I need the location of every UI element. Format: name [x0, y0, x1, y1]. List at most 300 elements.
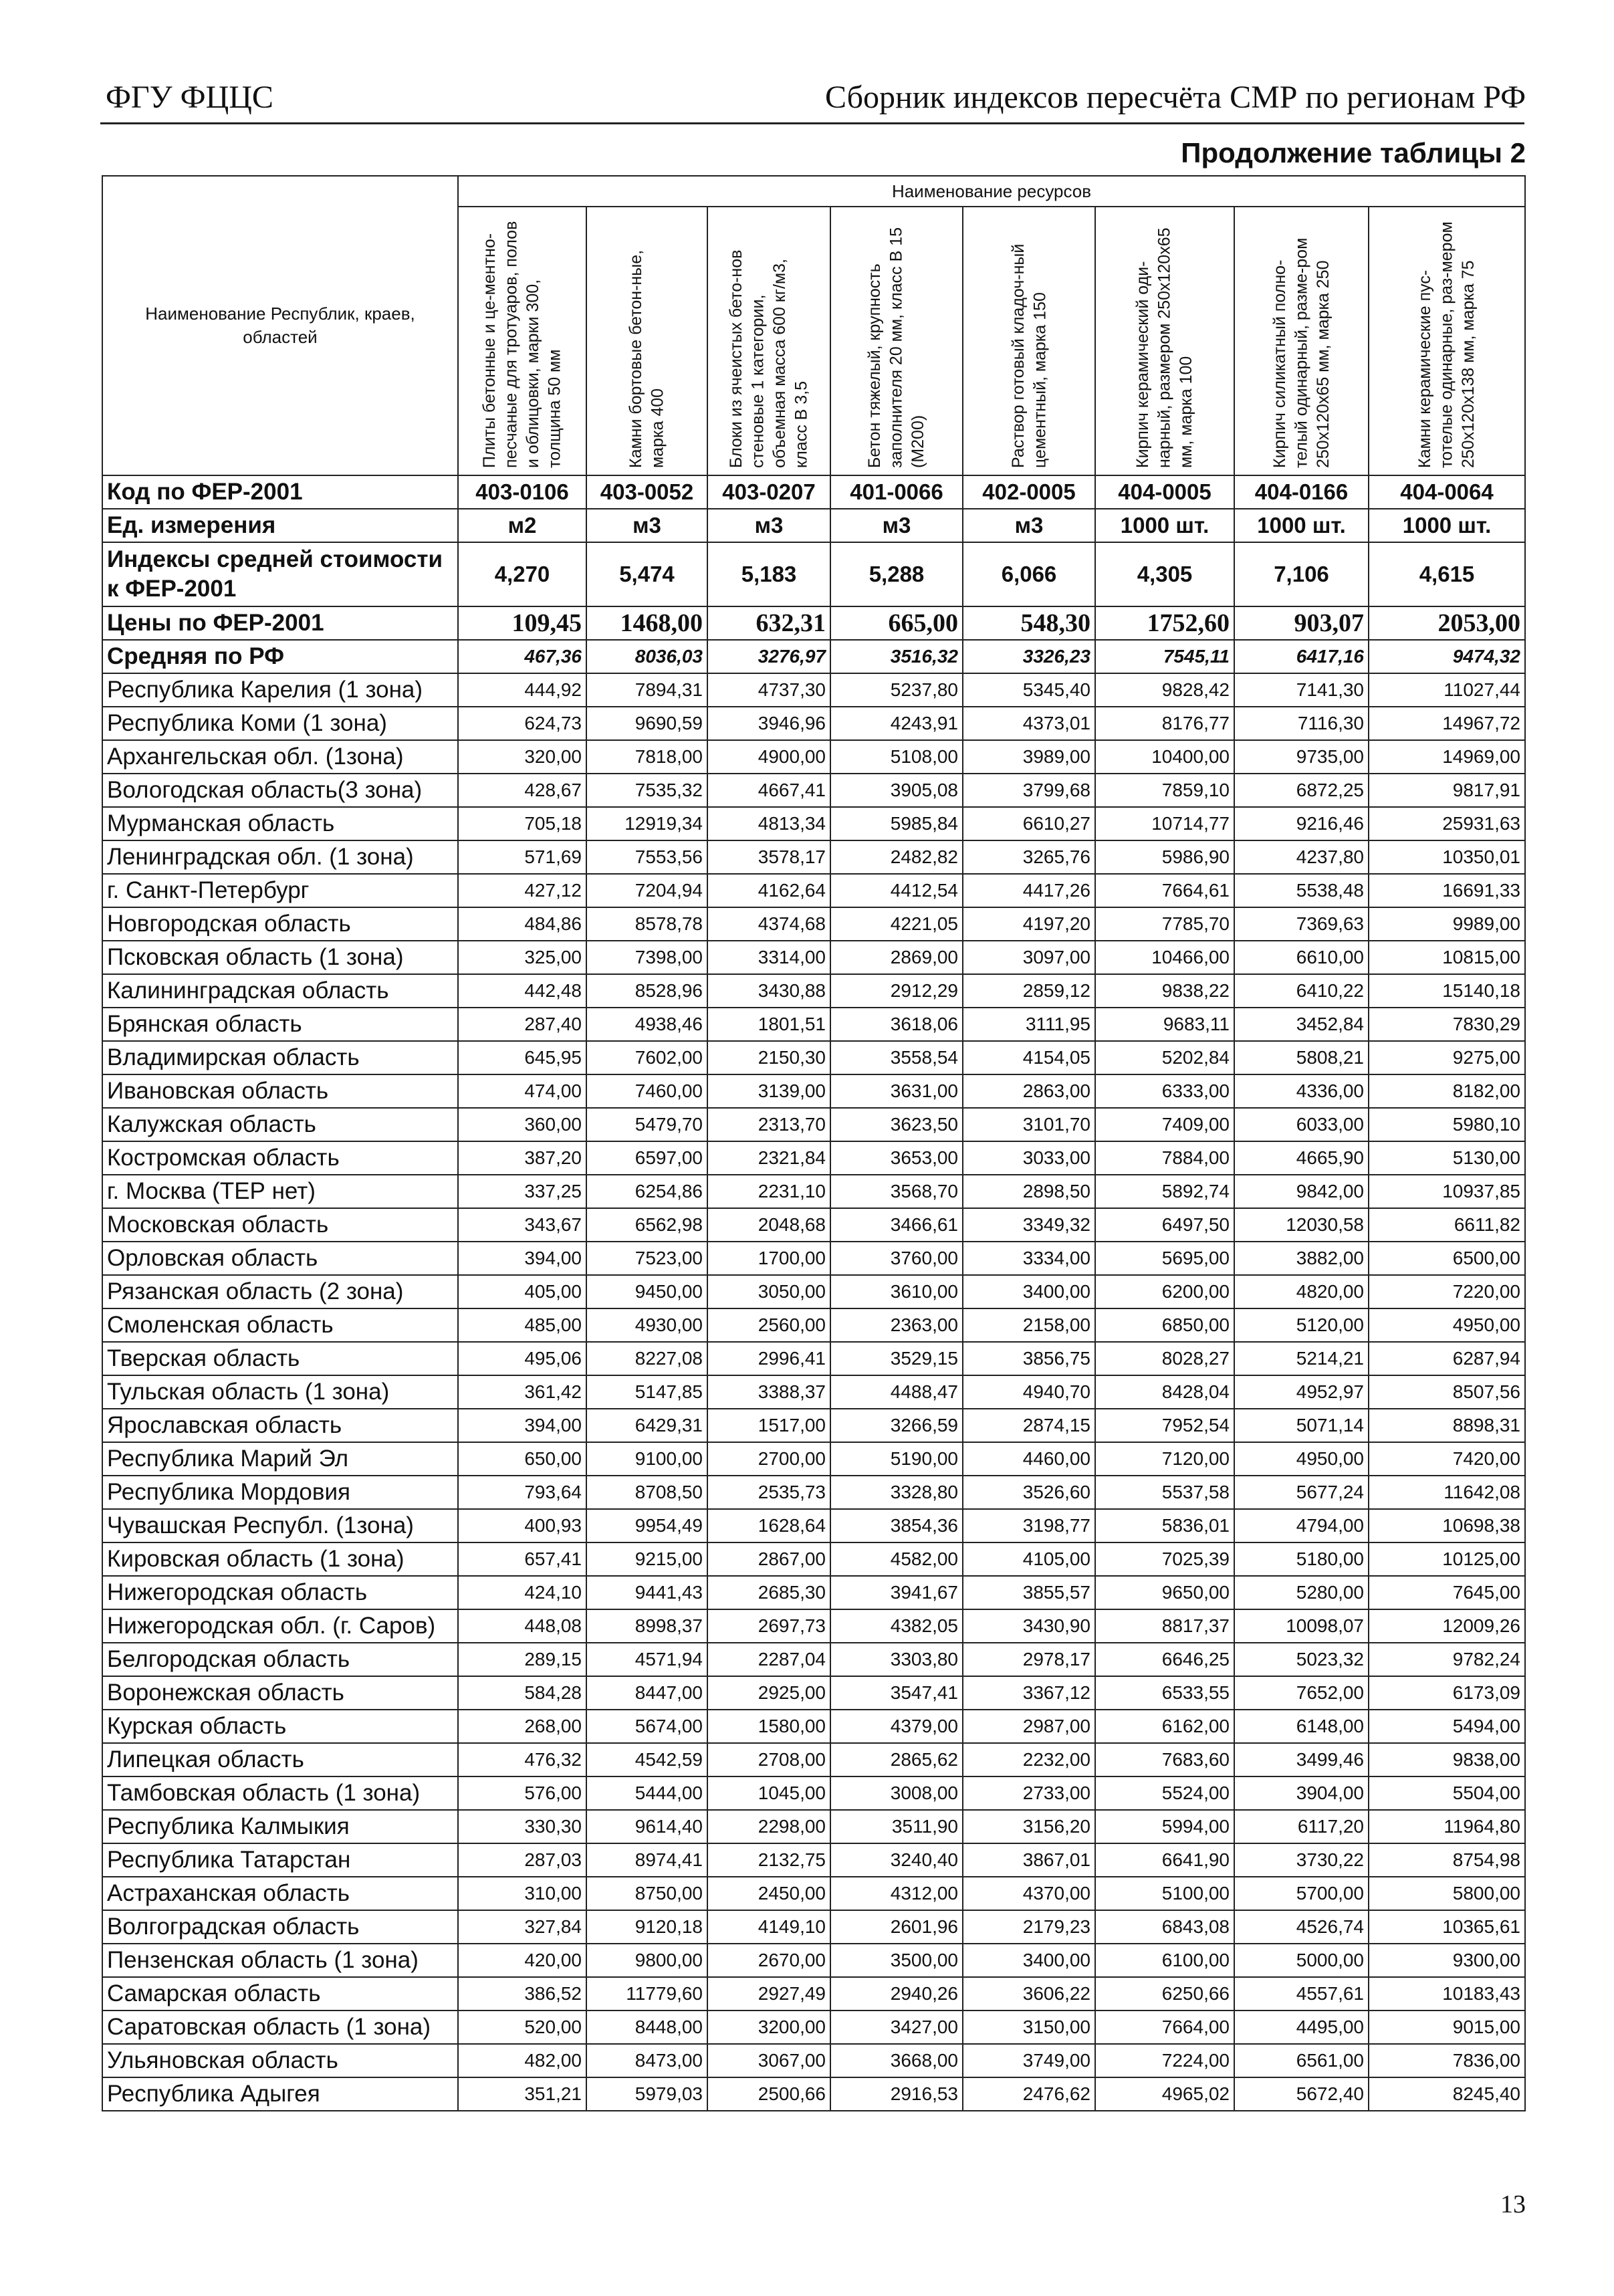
price-value: 5100,00 — [1095, 1877, 1234, 1910]
price-value: 9828,42 — [1095, 673, 1234, 707]
resource-column-header — [963, 207, 1095, 475]
price-value: 2601,96 — [830, 1910, 963, 1944]
price-value: 10350,01 — [1369, 840, 1525, 874]
price-value: 8507,56 — [1369, 1375, 1525, 1409]
unit-cell: 1000 шт. — [1095, 509, 1234, 542]
table-row — [102, 2077, 1525, 2111]
price-value: 6872,25 — [1234, 774, 1369, 807]
resource-column-header — [830, 207, 963, 475]
price-value: 2987,00 — [963, 1710, 1095, 1743]
price-value: 7652,00 — [1234, 1676, 1369, 1710]
price-value: 3111,95 — [963, 1008, 1095, 1041]
price-value: 4374,68 — [707, 907, 830, 941]
price-value: 3139,00 — [707, 1074, 830, 1108]
table-row — [102, 1910, 1525, 1944]
unit-cell: м2 — [458, 509, 586, 542]
price-value: 4526,74 — [1234, 1910, 1369, 1944]
price-value: 8528,96 — [586, 974, 707, 1008]
price-value: 7025,39 — [1095, 1542, 1234, 1576]
price-value: 8428,04 — [1095, 1375, 1234, 1409]
unit-cell: м3 — [830, 509, 963, 542]
price-value: 25931,63 — [1369, 807, 1525, 840]
average-cell: 7545,11 — [1095, 640, 1234, 673]
price-value: 400,93 — [458, 1509, 586, 1542]
table-row — [102, 1609, 1525, 1643]
price-value: 8974,41 — [586, 1843, 707, 1877]
price-value: 2287,04 — [707, 1643, 830, 1676]
price-value: 3033,00 — [963, 1141, 1095, 1175]
resource-column-label: Кирпич силикатный полно-телый одинарный, разме-ром 250x120x65 мм, марка 250 — [1270, 237, 1333, 468]
price-value: 420,00 — [458, 1944, 586, 1977]
price-value: 7664,61 — [1095, 874, 1234, 907]
price-value: 5000,00 — [1234, 1944, 1369, 1977]
price-value: 12919,34 — [586, 807, 707, 840]
price-value: 4950,00 — [1369, 1308, 1525, 1342]
price-value: 9275,00 — [1369, 1041, 1525, 1074]
price-value: 4243,91 — [830, 707, 963, 740]
price-value: 9989,00 — [1369, 907, 1525, 941]
price-value: 10714,77 — [1095, 807, 1234, 840]
price-value: 3466,61 — [830, 1208, 963, 1242]
price-value: 5071,14 — [1234, 1409, 1369, 1442]
price-value: 5280,00 — [1234, 1576, 1369, 1609]
price-value: 3606,22 — [963, 1977, 1095, 2011]
price-value: 5800,00 — [1369, 1877, 1525, 1910]
price-value: 584,28 — [458, 1676, 586, 1710]
price-value: 448,08 — [458, 1609, 586, 1643]
price-value: 5479,70 — [586, 1108, 707, 1141]
price-value: 10098,07 — [1234, 1609, 1369, 1643]
price-value: 793,64 — [458, 1476, 586, 1509]
price-value: 7884,00 — [1095, 1141, 1234, 1175]
code-cell: 404-0005 — [1095, 475, 1234, 509]
price-value: 3050,00 — [707, 1275, 830, 1308]
price-value: 2535,73 — [707, 1476, 830, 1509]
table-row — [102, 1242, 1525, 1275]
price-value: 3882,00 — [1234, 1242, 1369, 1275]
price-value: 8898,31 — [1369, 1409, 1525, 1442]
price-value: 10183,43 — [1369, 1977, 1525, 2011]
region-name: Смоленская область — [102, 1308, 458, 1342]
price-value: 9817,91 — [1369, 774, 1525, 807]
price-cell: 1752,60 — [1095, 606, 1234, 640]
price-value: 2150,30 — [707, 1041, 830, 1074]
unit-cell: м3 — [963, 509, 1095, 542]
price-value: 3905,08 — [830, 774, 963, 807]
page-number: 13 — [1500, 2190, 1526, 2218]
organization-name: ФГУ ФЦЦС — [106, 80, 273, 115]
price-value: 5345,40 — [963, 673, 1095, 707]
price-value: 6497,50 — [1095, 1208, 1234, 1242]
price-value: 2476,62 — [963, 2077, 1095, 2111]
price-value: 428,67 — [458, 774, 586, 807]
price-value: 8227,08 — [586, 1342, 707, 1375]
price-value: 7683,60 — [1095, 1743, 1234, 1776]
price-value: 3989,00 — [963, 740, 1095, 774]
resources-group-header: Наименование ресурсов — [458, 176, 1525, 207]
price-value: 3856,75 — [963, 1342, 1095, 1375]
price-value: 2231,10 — [707, 1175, 830, 1208]
price-value: 6173,09 — [1369, 1676, 1525, 1710]
table-row — [102, 1476, 1525, 1509]
price-value: 405,00 — [458, 1275, 586, 1308]
region-name: Республика Марий Эл — [102, 1442, 458, 1476]
price-value: 2912,29 — [830, 974, 963, 1008]
price-value: 3500,00 — [830, 1944, 963, 1977]
average-cell: 9474,32 — [1369, 640, 1525, 673]
table-row — [102, 907, 1525, 941]
price-value: 2859,12 — [963, 974, 1095, 1008]
price-value: 4820,00 — [1234, 1275, 1369, 1308]
price-value: 15140,18 — [1369, 974, 1525, 1008]
price-value: 650,00 — [458, 1442, 586, 1476]
price-value: 6333,00 — [1095, 1074, 1234, 1108]
price-value: 2925,00 — [707, 1676, 830, 1710]
price-value: 1517,00 — [707, 1409, 830, 1442]
region-name: Рязанская область (2 зона) — [102, 1275, 458, 1308]
code-cell: 404-0064 — [1369, 475, 1525, 509]
table-row — [102, 2044, 1525, 2077]
table-row — [102, 1275, 1525, 1308]
unit-cell: 1000 шт. — [1234, 509, 1369, 542]
price-value: 2482,82 — [830, 840, 963, 874]
price-value: 8245,40 — [1369, 2077, 1525, 2111]
region-name: Кировская область (1 зона) — [102, 1542, 458, 1576]
price-value: 4312,00 — [830, 1877, 963, 1910]
table-row — [102, 740, 1525, 774]
price-value: 476,32 — [458, 1743, 586, 1776]
price-value: 3904,00 — [1234, 1776, 1369, 1810]
price-value: 387,20 — [458, 1141, 586, 1175]
price-value: 645,95 — [458, 1041, 586, 1074]
region-name: Мурманская область — [102, 807, 458, 840]
price-value: 360,00 — [458, 1108, 586, 1141]
price-value: 571,69 — [458, 840, 586, 874]
price-value: 484,86 — [458, 907, 586, 941]
price-value: 7460,00 — [586, 1074, 707, 1108]
price-value: 14967,72 — [1369, 707, 1525, 740]
price-value: 3334,00 — [963, 1242, 1095, 1275]
table-row — [102, 874, 1525, 907]
region-name: Нижегородская область — [102, 1576, 458, 1609]
price-value: 9735,00 — [1234, 740, 1369, 774]
price-value: 9614,40 — [586, 1810, 707, 1843]
price-value: 6561,00 — [1234, 2044, 1369, 2077]
price-value: 6429,31 — [586, 1409, 707, 1442]
price-value: 2670,00 — [707, 1944, 830, 1977]
price-value: 7523,00 — [586, 1242, 707, 1275]
price-value: 5202,84 — [1095, 1041, 1234, 1074]
price-value: 3150,00 — [963, 2011, 1095, 2044]
price-value: 320,00 — [458, 740, 586, 774]
price-value: 7120,00 — [1095, 1442, 1234, 1476]
price-value: 8448,00 — [586, 2011, 707, 2044]
table-row — [102, 1542, 1525, 1576]
price-value: 9650,00 — [1095, 1576, 1234, 1609]
price-value: 9954,49 — [586, 1509, 707, 1542]
price-value: 6610,00 — [1234, 941, 1369, 974]
price-value: 4542,59 — [586, 1743, 707, 1776]
table-row — [102, 1041, 1525, 1074]
price-value: 5892,74 — [1095, 1175, 1234, 1208]
average-cell: 3326,23 — [963, 640, 1095, 673]
table-continuation-label: Продолжение таблицы 2 — [1181, 137, 1526, 168]
price-value: 482,00 — [458, 2044, 586, 2077]
price-value: 8754,98 — [1369, 1843, 1525, 1877]
price-value: 6410,22 — [1234, 974, 1369, 1008]
index-cell: 7,106 — [1234, 542, 1369, 606]
price-value: 2232,00 — [963, 1743, 1095, 1776]
price-value: 5120,00 — [1234, 1308, 1369, 1342]
price-value: 6850,00 — [1095, 1308, 1234, 1342]
price-value: 3349,32 — [963, 1208, 1095, 1242]
region-name: Липецкая область — [102, 1743, 458, 1776]
region-name: Московская область — [102, 1208, 458, 1242]
price-value: 4197,20 — [963, 907, 1095, 941]
price-value: 3568,70 — [830, 1175, 963, 1208]
price-value: 4950,00 — [1234, 1442, 1369, 1476]
price-value: 7204,94 — [586, 874, 707, 907]
price-value: 6533,55 — [1095, 1676, 1234, 1710]
table-row — [102, 1375, 1525, 1409]
region-name: Новгородская область — [102, 907, 458, 941]
price-value: 3668,00 — [830, 2044, 963, 2077]
index-cell: 6,066 — [963, 542, 1095, 606]
price-value: 2874,15 — [963, 1409, 1095, 1442]
table-row — [102, 1576, 1525, 1609]
price-value: 3946,96 — [707, 707, 830, 740]
region-name: Калининградская область — [102, 974, 458, 1008]
price-value: 2298,00 — [707, 1810, 830, 1843]
price-value: 10815,00 — [1369, 941, 1525, 974]
price-value: 5672,40 — [1234, 2077, 1369, 2111]
price-value: 4105,00 — [963, 1542, 1095, 1576]
price-value: 4373,01 — [963, 707, 1095, 740]
price-value: 394,00 — [458, 1242, 586, 1275]
price-value: 5700,00 — [1234, 1877, 1369, 1910]
price-cell: 109,45 — [458, 606, 586, 640]
price-value: 3266,59 — [830, 1409, 963, 1442]
index-cell: 5,183 — [707, 542, 830, 606]
price-value: 2898,50 — [963, 1175, 1095, 1208]
price-value: 3430,88 — [707, 974, 830, 1008]
table-row — [102, 1643, 1525, 1676]
unit-cell: м3 — [586, 509, 707, 542]
price-value: 4900,00 — [707, 740, 830, 774]
price-value: 2179,23 — [963, 1910, 1095, 1944]
price-value: 3941,67 — [830, 1576, 963, 1609]
price-value: 3388,37 — [707, 1375, 830, 1409]
table-row — [102, 1442, 1525, 1476]
price-value: 6500,00 — [1369, 1242, 1525, 1275]
price-value: 6162,00 — [1095, 1710, 1234, 1743]
price-value: 4154,05 — [963, 1041, 1095, 1074]
price-value: 7398,00 — [586, 941, 707, 974]
price-value: 268,00 — [458, 1710, 586, 1743]
price-value: 3097,00 — [963, 941, 1095, 974]
table-row — [102, 1342, 1525, 1375]
price-value: 3623,50 — [830, 1108, 963, 1141]
price-value: 3511,90 — [830, 1810, 963, 1843]
price-value: 3749,00 — [963, 2044, 1095, 2077]
price-value: 11964,80 — [1369, 1810, 1525, 1843]
region-name: Республика Татарстан — [102, 1843, 458, 1877]
price-value: 705,18 — [458, 807, 586, 840]
price-value: 9300,00 — [1369, 1944, 1525, 1977]
table-row — [102, 1008, 1525, 1041]
index-cell: 4,270 — [458, 542, 586, 606]
table-row — [102, 1977, 1525, 2011]
price-value: 5237,80 — [830, 673, 963, 707]
price-value: 10698,38 — [1369, 1509, 1525, 1542]
price-value: 4965,02 — [1095, 2077, 1234, 2111]
region-name: г. Санкт-Петербург — [102, 874, 458, 907]
price-value: 2978,17 — [963, 1643, 1095, 1676]
price-value: 2708,00 — [707, 1743, 830, 1776]
region-name: Астраханская область — [102, 1877, 458, 1910]
price-value: 3854,36 — [830, 1509, 963, 1542]
price-value: 5677,24 — [1234, 1476, 1369, 1509]
price-value: 8028,27 — [1095, 1342, 1234, 1375]
price-value: 9216,46 — [1234, 807, 1369, 840]
table-row — [102, 1743, 1525, 1776]
price-value: 2996,41 — [707, 1342, 830, 1375]
price-value: 10937,85 — [1369, 1175, 1525, 1208]
price-value: 6148,00 — [1234, 1710, 1369, 1743]
price-value: 2158,00 — [963, 1308, 1095, 1342]
table-row — [102, 1676, 1525, 1710]
price-value: 2733,00 — [963, 1776, 1095, 1810]
price-value: 2321,84 — [707, 1141, 830, 1175]
price-value: 16691,33 — [1369, 874, 1525, 907]
region-name: Воронежская область — [102, 1676, 458, 1710]
table-row — [102, 1843, 1525, 1877]
price-value: 9842,00 — [1234, 1175, 1369, 1208]
price-value: 9100,00 — [586, 1442, 707, 1476]
code-cell: 401-0066 — [830, 475, 963, 509]
region-name: Волгоградская область — [102, 1910, 458, 1944]
price-value: 310,00 — [458, 1877, 586, 1910]
price-value: 3314,00 — [707, 941, 830, 974]
resource-column-label: Камни керамические пус-тотелые одинарные, раз-мером 250x120x138 мм, марка 75 — [1415, 221, 1478, 468]
price-value: 657,41 — [458, 1542, 586, 1576]
price-value: 325,00 — [458, 941, 586, 974]
table-row — [102, 1776, 1525, 1810]
code-cell: 404-0166 — [1234, 475, 1369, 509]
price-value: 4370,00 — [963, 1877, 1095, 1910]
price-cell: 1468,00 — [586, 606, 707, 640]
resource-column-header — [586, 207, 707, 475]
price-value: 4379,00 — [830, 1710, 963, 1743]
price-cell: 632,31 — [707, 606, 830, 640]
price-value: 7116,30 — [1234, 707, 1369, 740]
table-row — [102, 673, 1525, 707]
price-value: 3240,40 — [830, 1843, 963, 1877]
price-value: 3328,80 — [830, 1476, 963, 1509]
price-value: 6610,27 — [963, 807, 1095, 840]
price-value: 4149,10 — [707, 1910, 830, 1944]
resource-column-label: Кирпич керамический оди-нарный, размером 250x120x65 мм, марка 100 — [1133, 227, 1196, 468]
code-cell: 402-0005 — [963, 475, 1095, 509]
price-value: 8176,77 — [1095, 707, 1234, 740]
price-value: 8578,78 — [586, 907, 707, 941]
price-value: 7224,00 — [1095, 2044, 1234, 2077]
price-value: 7535,32 — [586, 774, 707, 807]
price-value: 6646,25 — [1095, 1643, 1234, 1676]
price-value: 4336,00 — [1234, 1074, 1369, 1108]
index-cell: 5,474 — [586, 542, 707, 606]
price-value: 7220,00 — [1369, 1275, 1525, 1308]
index-row-label: Индексы средней стоимости к ФЕР-2001 — [102, 542, 458, 606]
price-value: 520,00 — [458, 2011, 586, 2044]
table-row — [102, 1509, 1525, 1542]
price-value: 3400,00 — [963, 1944, 1095, 1977]
price-value: 3400,00 — [963, 1275, 1095, 1308]
price-value: 2865,62 — [830, 1743, 963, 1776]
price-value: 7952,54 — [1095, 1409, 1234, 1442]
price-value: 9782,24 — [1369, 1643, 1525, 1676]
resource-column-label: Плиты бетонные и це-ментно-песчаные для тротуаров, полов и облицовки, марки 300, толщина 50 мм — [480, 221, 564, 468]
region-name: Ивановская область — [102, 1074, 458, 1108]
region-name: Республика Адыгея — [102, 2077, 458, 2111]
price-value: 4162,64 — [707, 874, 830, 907]
price-value: 343,67 — [458, 1208, 586, 1242]
price-value: 12009,26 — [1369, 1609, 1525, 1643]
price-value: 442,48 — [458, 974, 586, 1008]
price-value: 2313,70 — [707, 1108, 830, 1141]
price-value: 3547,41 — [830, 1676, 963, 1710]
price-value: 6117,20 — [1234, 1810, 1369, 1843]
index-cell: 5,288 — [830, 542, 963, 606]
table-row — [102, 974, 1525, 1008]
unit-cell: 1000 шт. — [1369, 509, 1525, 542]
price-value: 4557,61 — [1234, 1977, 1369, 2011]
price-value: 11779,60 — [586, 1977, 707, 2011]
price-value: 1628,64 — [707, 1509, 830, 1542]
price-value: 5147,85 — [586, 1375, 707, 1409]
price-value: 2048,68 — [707, 1208, 830, 1242]
price-value: 8447,00 — [586, 1676, 707, 1710]
price-value: 3198,77 — [963, 1509, 1095, 1542]
collection-title: Сборник индексов пересчёта СМР по регионам РФ — [825, 80, 1526, 115]
average-cell: 3276,97 — [707, 640, 830, 673]
price-value: 3265,76 — [963, 840, 1095, 874]
price-value: 424,10 — [458, 1576, 586, 1609]
price-cell: 665,00 — [830, 606, 963, 640]
price-value: 4221,05 — [830, 907, 963, 941]
price-value: 2916,53 — [830, 2077, 963, 2111]
price-cell: 2053,00 — [1369, 606, 1525, 640]
price-value: 3430,90 — [963, 1609, 1095, 1643]
price-value: 2867,00 — [707, 1542, 830, 1576]
price-value: 11027,44 — [1369, 673, 1525, 707]
price-value: 6200,00 — [1095, 1275, 1234, 1308]
region-name: Чувашская Республ. (1зона) — [102, 1509, 458, 1542]
price-value: 2560,00 — [707, 1308, 830, 1342]
price-value: 3730,22 — [1234, 1843, 1369, 1877]
price-value: 5537,58 — [1095, 1476, 1234, 1509]
price-value: 8998,37 — [586, 1609, 707, 1643]
price-value: 7369,63 — [1234, 907, 1369, 941]
price-value: 2700,00 — [707, 1442, 830, 1476]
price-value: 8473,00 — [586, 2044, 707, 2077]
price-value: 3618,06 — [830, 1008, 963, 1041]
price-value: 474,00 — [458, 1074, 586, 1108]
code-cell: 403-0052 — [586, 475, 707, 509]
price-cell: 548,30 — [963, 606, 1095, 640]
price-value: 3760,00 — [830, 1242, 963, 1275]
price-value: 7818,00 — [586, 740, 707, 774]
